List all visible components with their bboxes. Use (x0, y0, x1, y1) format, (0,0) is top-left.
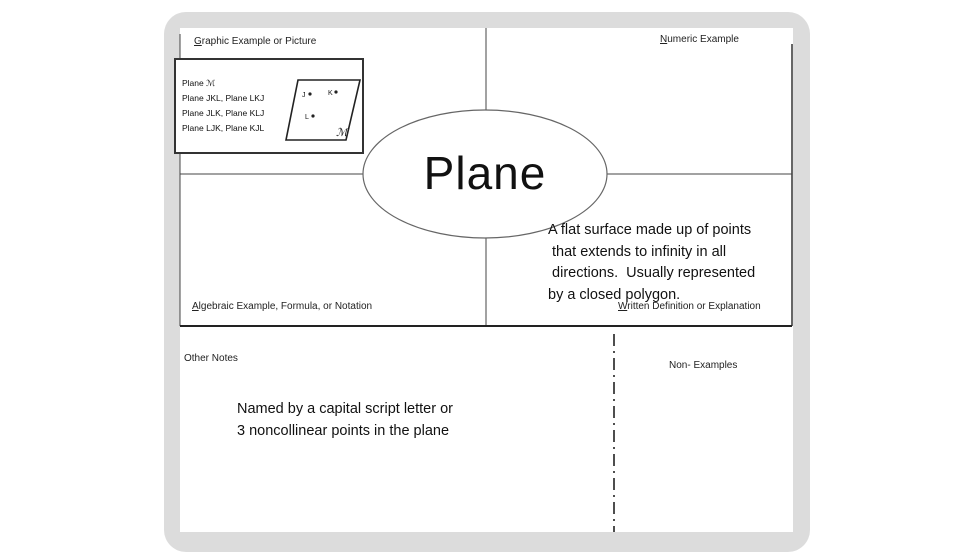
definition-text: A flat surface made up of points that extends to infinity in all directions. Usually represented by a closed polygon. (548, 222, 756, 303)
non-examples-label: Non- Examples (669, 360, 738, 371)
parallelogram-shape (286, 80, 360, 140)
point-k-dot (334, 90, 337, 93)
point-j-label: J (302, 92, 306, 99)
point-l-dot (311, 114, 314, 117)
point-k-label: K (328, 90, 333, 97)
numeric-example-label: Numeric Example (660, 34, 739, 45)
point-l-label: L (305, 114, 309, 121)
written-definition-label: Written Definition or Explanation (618, 301, 761, 312)
plane-name-line: Plane JKL, Plane LKJ (182, 93, 265, 103)
plane-name-line: Plane LJK, Plane KJL (182, 123, 265, 133)
plane-name-line: Plane JLK, Plane KLJ (182, 108, 265, 118)
other-notes-text: Named by a capital script letter or 3 noncollinear points in the plane (237, 401, 453, 439)
other-notes-label: Other Notes (184, 353, 238, 364)
graphic-example-label: Graphic Example or Picture (194, 36, 317, 47)
script-letter-label: ℳ (336, 127, 348, 139)
graphic-example-image (174, 58, 364, 154)
center-term: Plane (423, 147, 547, 199)
plane-parallelogram-icon (284, 76, 362, 146)
plane-name-line: Plane ℳ (182, 78, 216, 88)
point-j-dot (308, 92, 311, 95)
algebraic-example-label: Algebraic Example, Formula, or Notation (192, 301, 373, 312)
